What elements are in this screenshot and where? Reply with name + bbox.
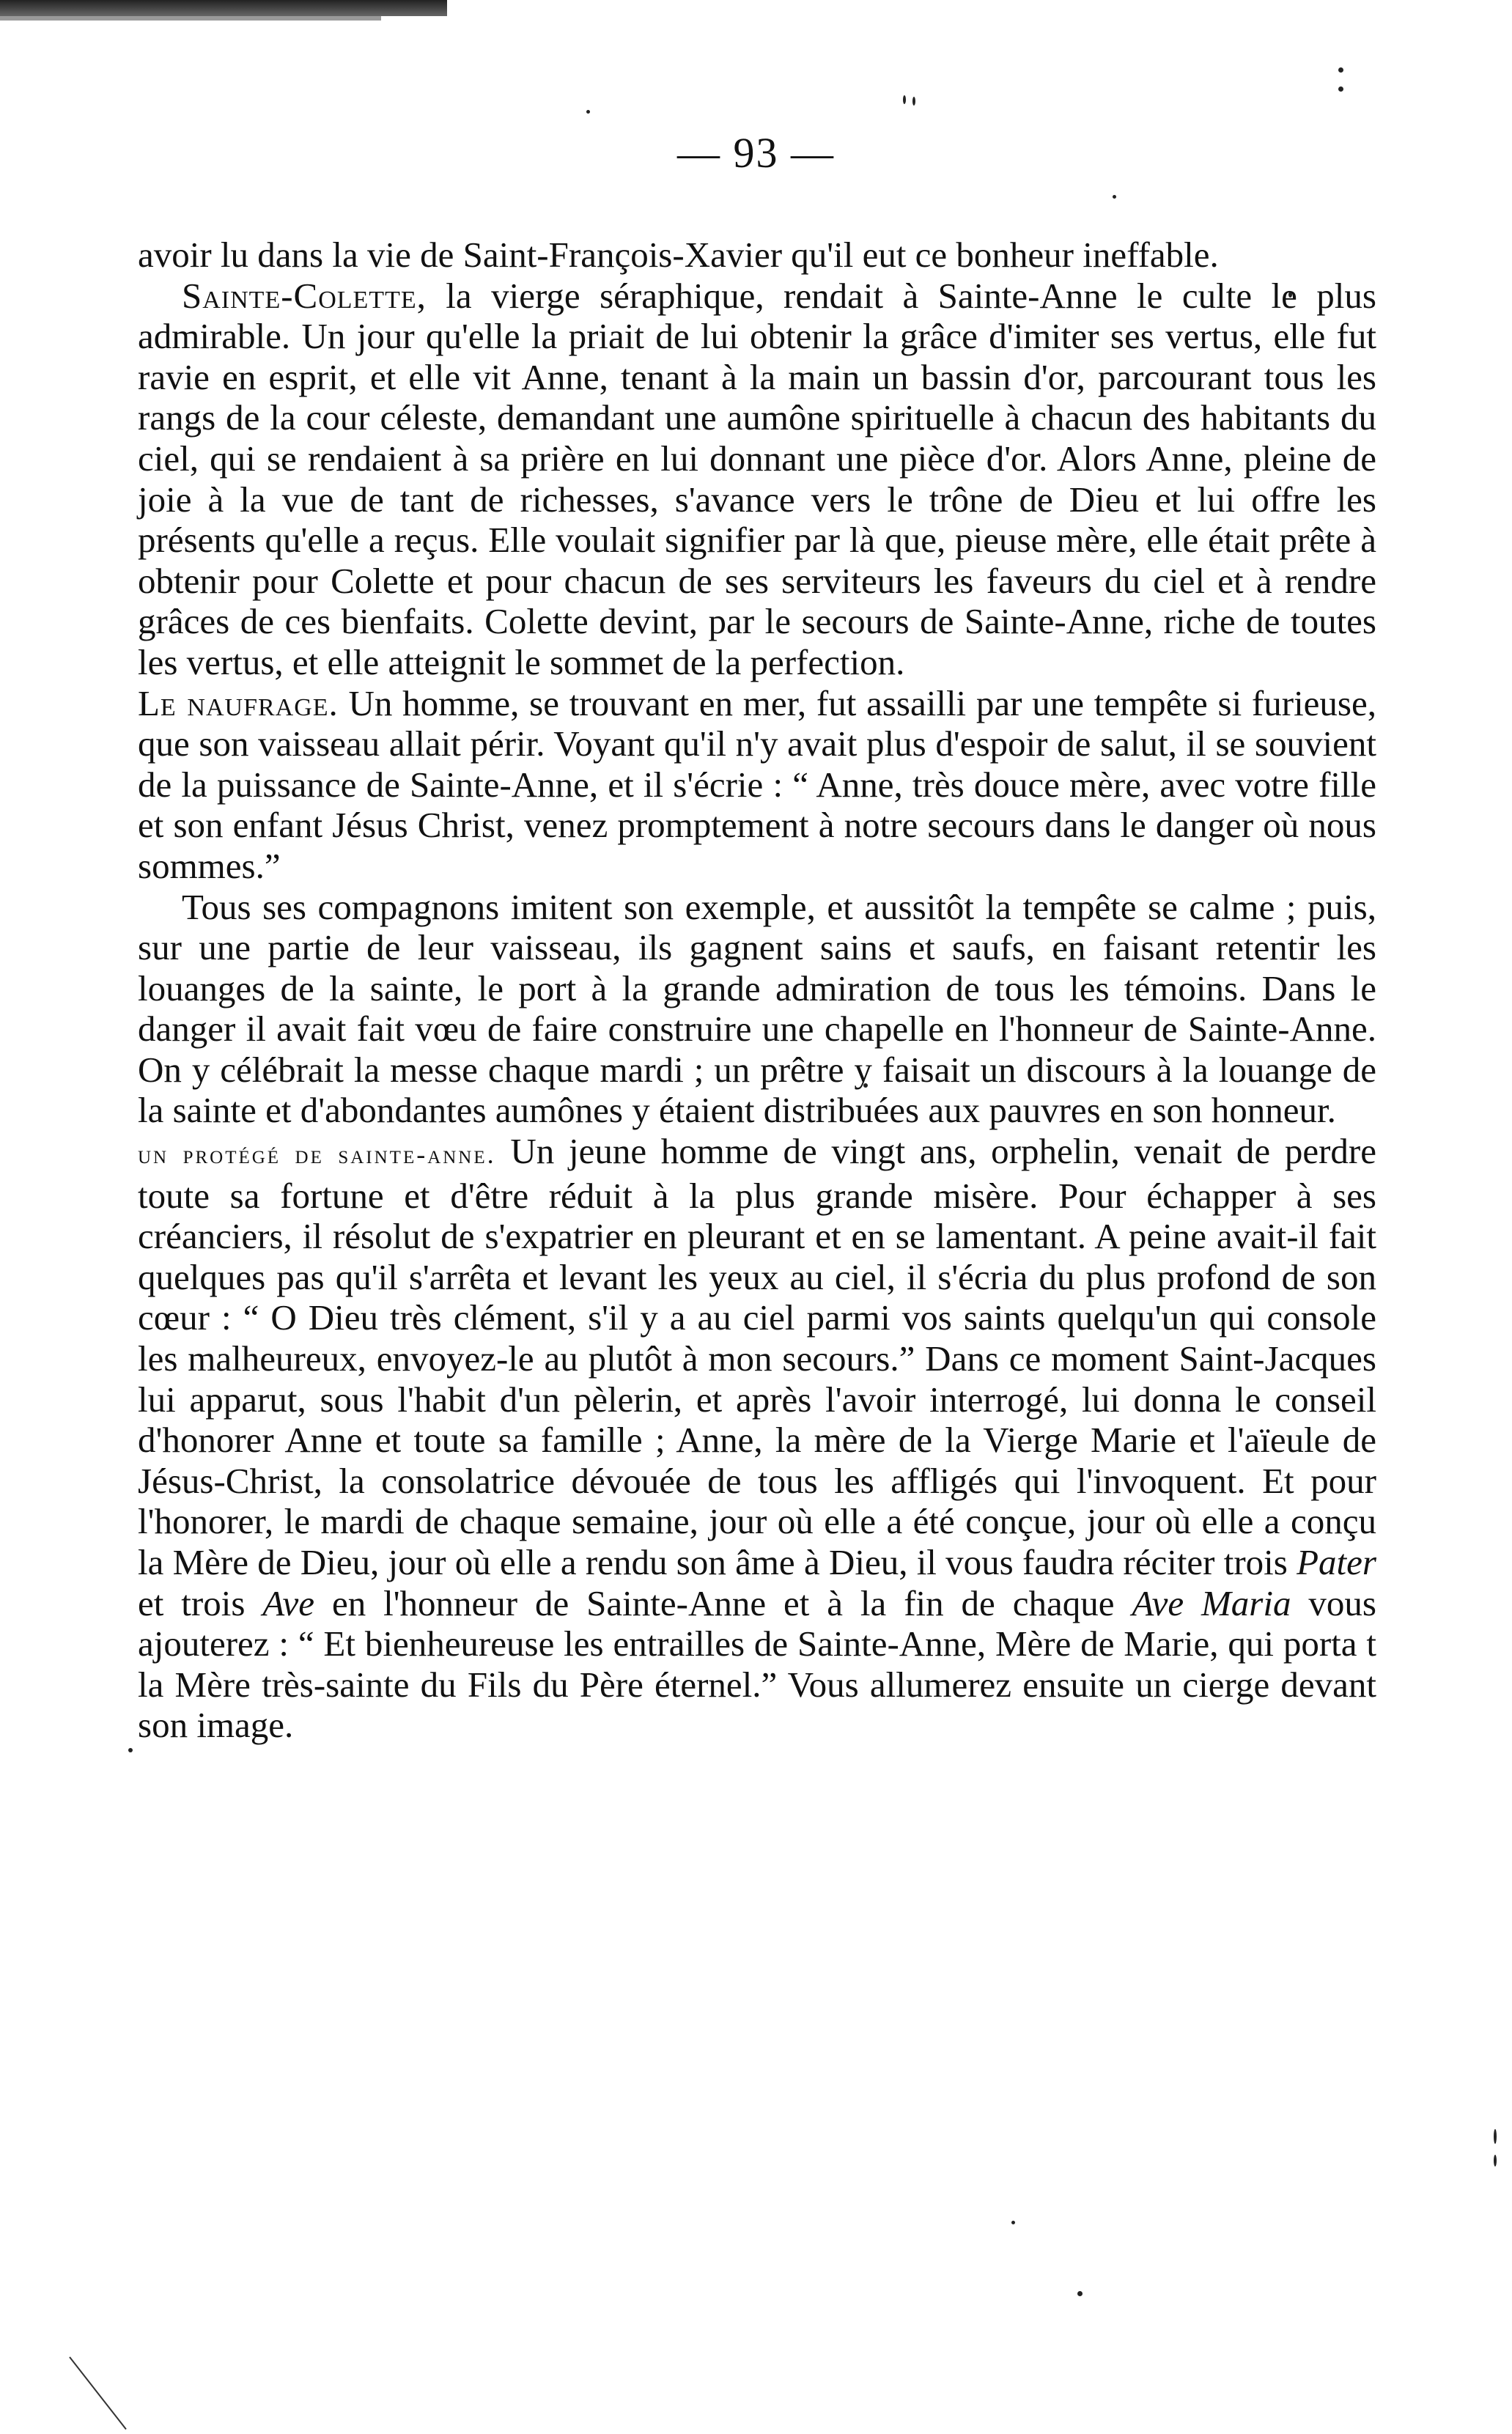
text-body <box>138 235 1376 1746</box>
scan-speck <box>1113 195 1116 199</box>
scan-speck <box>1338 86 1343 92</box>
prayer-name-ave-maria: Ave Maria <box>1132 1582 1291 1623</box>
scan-speck <box>903 95 906 104</box>
scan-speck <box>912 97 915 106</box>
paragraph-text: vous ajouterez : “ Et bienheureuse les entrailles de Sainte-Anne, Mère de Marie, qui porta t la Mère très-sainte du Fils du Père éternel.” Vous allumerez ensuite un cierge devant son image. <box>138 1582 1376 1746</box>
paragraph-text: la vierge séraphique, rendait à Sainte-Anne le culte le plus admirable. Un jour qu'elle la priait de lui obtenir la grâce d'imiter ses vertus, elle fut ravie en esprit, et elle vit Anne, tenant à la main un bassin d'or, parcourant tous les rangs de la cour céleste, demandant une aumône spirituelle à chacun des habitants du ciel, qui se rendaient à sa prière en lui donnant une pièce d'or. Alors Anne, pleine de joie à la vue de tant de richesses, s'avance vers le trône de Dieu et lui offre les présents qu'elle a reçus. Elle voulait signifier par là que, pieuse mère, elle était prête à obtenir pour Colette et pour chacun de ses serviteurs les faveurs du ciel et à rendre grâces de ces bienfaits. Colette devint, par le secours de Sainte-Anne, riche de toutes les vertus, et elle atteignit le sommet de la perfection. <box>138 275 1376 682</box>
scan-scratch <box>69 2356 127 2430</box>
page-scan-edge-shadow <box>0 16 381 21</box>
paragraph-heading: Le naufrage. <box>138 682 339 723</box>
paragraph-compagnons <box>138 887 1376 1132</box>
paragraph-sainte-colette <box>138 276 1376 683</box>
paragraph-text: Tous ses compagnons imitent son exemple, et aussitôt la tempête se calme ; puis, sur une partie de leur vaisseau, ils gagnent sains et saufs, en faisant retentir les louanges de la sainte, le port à la grande admiration de tous les témoins. Dans le danger il avait fait vœu de faire construire une chapelle en l'honneur de Sainte-Anne. On y célébrait la messe chaque mardi ; un prêtre y faisait un discours à la louange de la sainte et d'abondantes aumônes y étaient distribuées aux pauvres en son honneur. <box>138 886 1376 1131</box>
prayer-name-ave: Ave <box>262 1582 315 1623</box>
scan-speck <box>1011 2221 1015 2224</box>
paragraph-heading: Sainte-Colette, <box>182 275 427 316</box>
scan-speck <box>586 110 590 114</box>
paragraph-text: Un homme, se trouvant en mer, fut assailli par une tempête si furieuse, que son vaisseau allait périr. Voyant qu'il n'y avait plus d'espoir de salut, il se souvient de la puissance de Sainte-Anne, et il s'écrie : “ Anne, très douce mère, avec votre fille et son enfant Jésus Christ, venez promptement à notre secours dans le danger où nous sommes.” <box>138 682 1376 886</box>
scan-speck <box>1077 2291 1083 2296</box>
paragraph-text: et trois <box>138 1582 263 1623</box>
paragraph-heading: un protégé de sainte-anne. <box>138 1140 496 1170</box>
paragraph-un-protege <box>138 1131 1376 1746</box>
paragraph-continuation <box>138 235 1376 276</box>
scan-speck <box>1494 2129 1497 2144</box>
scan-speck <box>1338 67 1343 73</box>
paragraph-le-naufrage <box>138 683 1376 887</box>
prayer-name-pater: Pater <box>1297 1542 1376 1582</box>
paragraph-text: en l'honneur de Sainte-Anne et à la fin de chaque <box>314 1582 1132 1623</box>
paragraph-text: avoir lu dans la vie de Saint-François-Xavier qu'il eut ce bonheur ineffable. <box>138 235 1219 275</box>
scan-speck <box>128 1748 133 1752</box>
page-scan-edge <box>0 0 447 16</box>
page-number: — 93 — <box>677 129 835 177</box>
scan-speck <box>1494 2155 1497 2166</box>
paragraph-text: Un jeune homme de vingt ans, orphelin, venait de perdre toute sa fortune et d'être réduit à la plus grande misère. Pour échapper à ses créanciers, il résolut de s'expatrier en pleurant et en se lamentant. A peine avait-il fait quelques pas qu'il s'arrêta et levant les yeux au ciel, il s'écria du plus profond de son cœur : “ O Dieu très clément, s'il y a au ciel parmi vos saints quelqu'un qui console les malheureux, envoyez-le au plutôt à mon secours.” Dans ce moment Saint-Jacques lui apparut, sous l'habit d'un pèlerin, et après l'avoir interrogé, lui donna le conseil d'honorer Anne et toute sa famille ; Anne, la mère de la Vierge Marie et l'aïeule de Jésus-Christ, la consolatrice dévouée de tous les affligés qui l'invoquent. Et pour l'honorer, le mardi de chaque semaine, jour où elle a été conçue, jour où elle a conçu la Mère de Dieu, jour où elle a rendu son âme à Dieu, il vous faudra réciter trois <box>138 1131 1376 1582</box>
